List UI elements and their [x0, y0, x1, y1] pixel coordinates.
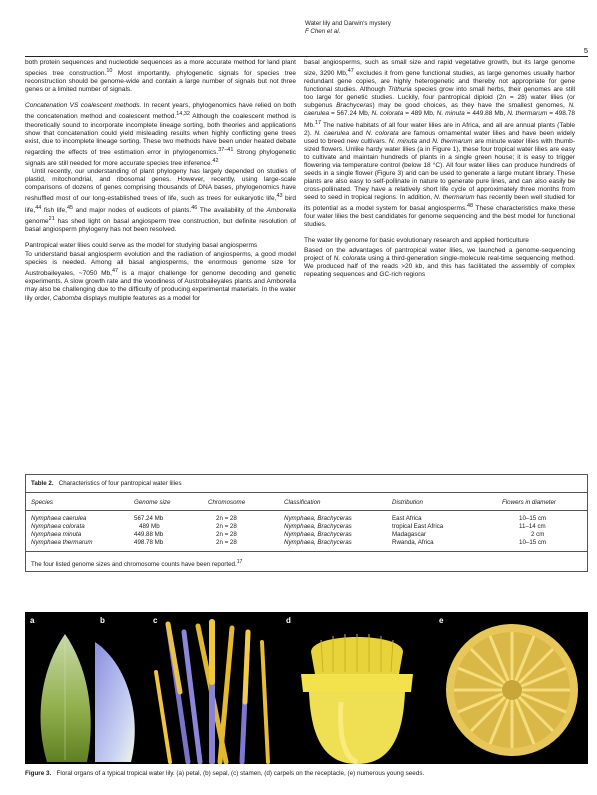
table-cell: 498.78 Mb [134, 539, 164, 546]
page-number: 5 [583, 46, 588, 55]
paragraph: both protein sequences and nucleotide sequences as a more accurate method for land plant species tree construction.$^{10}$ Most importantly, phylogenetic signals for species tree reconstruction should be genome-wide and contain a large number of signals but not three genes or a limited number of signals. [25, 59, 296, 94]
table-cell: tropical East Africa [392, 523, 444, 530]
table-cell: 567.24 Mb [134, 515, 164, 522]
table-rule [26, 510, 587, 511]
paragraph: Until recently, our understanding of plant phylogeny has largely depended on studies of plastid, mitochondrial, and ribosomal genes. However, recently, using large-scale comparisons of dozens of genes comprising thousands of DNA bases, phylogenomics have reshuffled most of our long-established trees of life, such as trees for eukaryotic life,$^{43}$ bird life,$^{44}$ fish life,$^{45}$ and major nodes of eudicots of plants.$^{46}$ The availability of the Amborella genome$^{21}$ has shed light on basal angiosperm tree construction, but definite resolution of basal angiosperm phylogeny has not been resolved. [25, 168, 296, 233]
table-cell: Nymphaea, Brachyceras [284, 531, 352, 538]
table-cell: Nymphaea caerulea [31, 515, 87, 522]
column-header: Flowers in diameter [502, 499, 556, 506]
panel-label: d [286, 616, 291, 625]
table-cell: Nymphaea colorata [31, 523, 85, 530]
figure-panel-e [434, 612, 588, 764]
sepal-image [95, 612, 147, 764]
left-column [25, 59, 296, 303]
running-title: Water lily and Darwin's mystery [305, 20, 391, 27]
petal-image [25, 612, 95, 764]
stamen-image [148, 612, 279, 764]
table-cell: Madagascar [392, 531, 427, 538]
column-header: Chromosome [208, 499, 246, 506]
table-cell: 2n = 28 [216, 531, 237, 538]
column-header: Species [31, 499, 54, 506]
carpels-image [281, 612, 433, 764]
table-rule [26, 492, 587, 493]
running-header [305, 20, 391, 36]
panel-label: a [30, 616, 35, 625]
table-cell: 10–15 cm [519, 515, 547, 522]
table-2 [25, 474, 588, 572]
table-rule [26, 551, 587, 552]
table-cell: Nymphaea, Brachyceras [284, 523, 352, 530]
inline-heading: Concatenation VS coalescent methods. [25, 102, 142, 110]
table-cell: Rwanda, Africa [392, 539, 434, 546]
table-cell: 2n = 28 [216, 539, 237, 546]
figure-3 [25, 612, 588, 764]
figure-panel-c [148, 612, 279, 764]
table-cell: 449.88 Mb [134, 531, 164, 538]
table-cell: Nymphaea, Brachyceras [284, 515, 352, 522]
table-cell: Nymphaea, Brachyceras [284, 539, 352, 546]
panel-label: c [153, 616, 158, 625]
figure-caption: Figure 3. Floral organs of a typical tropical water lily. (a) petal, (b) sepal, (c) stamen, (d) carpels on the receptacle, (e) numerous young seeds. [25, 770, 425, 777]
column-header: Distribution [392, 499, 423, 506]
table-cell: 2 cm [531, 531, 545, 538]
column-header: Genome size [134, 499, 171, 506]
figure-panel-b [95, 612, 147, 764]
table-footnote: The four listed genome sizes and chromosome counts have been reported.$^{17}$ [31, 559, 243, 569]
section-heading: The water lily genome for basic evolutionary research and applied horticulture [304, 237, 529, 245]
header-rule [25, 56, 588, 57]
figure-panel-a [25, 612, 95, 764]
paragraph: Based on the advantages of pantropical water lilies, we launched a genome-sequencing project of N. colorata using a third-generation single-molecule real-time sequencing method. We produced half of the reads >20 kb, and this has facilitated the assembly of complex repeating sequences and GC-rich regions [304, 246, 575, 278]
table-cell: 10–15 cm [519, 539, 547, 546]
right-column [304, 59, 575, 279]
table-cell: 2n = 28 [216, 523, 237, 530]
paragraph: To understand basal angiosperm evolution and the radiation of angiosperms, a good model species is needed. Among all basal angiosperms, the enormous genome size for Austrobaileyales, ~7050 Mb,$^{47}$ is a major challenge for genome decoding and genetic experiments. A slow growth rate and the woodiness of Austrobaileyales plants and Amborella may also be challenging due to the difficulty of producing experimental materials. In the water lily order, Cabomba displays multiple features as a model for [25, 251, 297, 302]
paragraph: basal angiosperms, such as small size and rapid vegetative growth, but its large genome size, 3290 Mb,$^{47}$ excludes it from gene functional studies, as large genomes usually harbor redundant gene copies, are highly heterogenetic and thereby not appropriate for gene functional studies. Although Trithuria species grow into small herbs, their genomes are still too large for genetic studies. Luckily, four pantropical diploid (2n = 28) water lilies (or subgenus Brachyceras) may be good choices, as they have the smallest genomes, N. caerulea = 567.24 Mb, N. colorata = 489 Mb, N. minuta = 449.88 Mb, N. thermarum = 498.78 Mb.$^{17}$ The native habitats of all four water lilies are in Africa, and all are annual plants (Table 2). N. caerulea and N. colorata are famous ornamental water lilies and have been widely used to breed new cultivars. N. minuta and N. thermarum are minute water lilies with thumb-sized flowers. Unlike hardy water lilies (a in Figure 1), these four tropical water lilies are easy to cultivate and maintain hundreds of plants in a single green house; it is easy to trigger flowering via temperature control (below 18 °C). All four water lilies can produce hundreds of seeds in a single flower (Figure 3) and can be used to generate a large mutant library. These plants are also easy to self-pollinate in nature to generate pure lines, and can also easily be cross-pollinated. They have a relatively short life cycle of approximately three months from seed to seed in tropical regions. In addition, N. thermarum has recently been well studied for its potential as a model system for basal angiosperms.$^{48}$ These characteristics make these four water lilies the best candidates for genome sequencing and the best model for functional studies. [304, 59, 576, 229]
running-authors: F Chen et al. [305, 28, 341, 35]
table-cell: 489 Mb [139, 523, 160, 530]
panel-label: e [439, 616, 444, 625]
section-heading: Pantropical water lilies could serve as the model for studying basal angiosperms [25, 242, 258, 250]
table-cell: 11–14 cm [519, 523, 546, 530]
table-cell: East Africa [392, 515, 422, 522]
table-cell: 2n = 28 [216, 515, 237, 522]
column-header: Classification [284, 499, 321, 506]
table-title: Table 2. Characteristics of four pantropical water lilies [31, 480, 182, 487]
seeds-image [434, 612, 588, 764]
paragraph: Concatenation VS coalescent methods. In recent years, phylogenomics have relied on both the concatenation method and coalescent method.$^{14,32}$ Although the coalescent method is theoretically sound to incorporate incomplete lineage sorting, both theories and applications show that concatenation could yield misleading results when highly conflicting gene trees exist, due to incomplete lineage sorting. These two methods have been under heated debate regarding the effects of tree estimation error in phylogenomics.$^{37-41}$ Strong phylogenetic signals are still needed for more accurate species tree inference.$^{42}$ [25, 102, 296, 168]
table-cell: Nymphaea thermarum [31, 539, 93, 546]
panel-label: b [100, 616, 105, 625]
table-cell: Nymphaea minuta [31, 531, 82, 538]
figure-panel-d [281, 612, 433, 764]
